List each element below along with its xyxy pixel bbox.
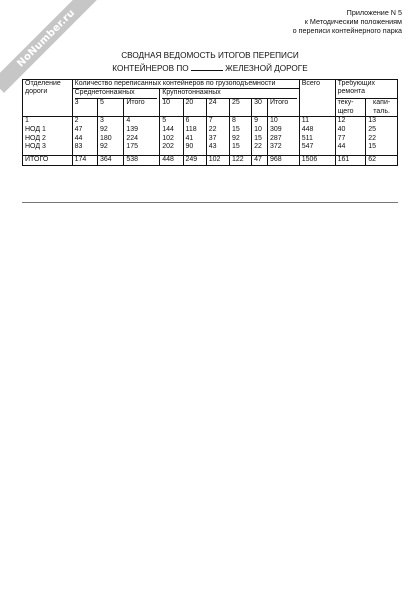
cell-value: 287 bbox=[267, 135, 299, 143]
cell-value: 1506 bbox=[299, 156, 335, 166]
page-rule bbox=[22, 202, 398, 203]
cell-value: 15 bbox=[229, 126, 251, 134]
header-col-medium-total: Итого bbox=[124, 99, 160, 117]
document-title bbox=[0, 51, 420, 74]
cell-value: 372 bbox=[267, 143, 299, 151]
watermark: NoNumber.ru bbox=[0, 0, 101, 93]
cell-value: 15 bbox=[366, 143, 398, 151]
summary-table bbox=[22, 79, 398, 166]
column-number: 3 bbox=[97, 117, 123, 127]
cell-value: 40 bbox=[335, 126, 366, 134]
cell-value: 77 bbox=[335, 135, 366, 143]
railway-name-blank bbox=[191, 62, 223, 71]
column-number: 11 bbox=[299, 117, 335, 127]
cell-value: 62 bbox=[366, 156, 398, 166]
cell-value: 92 bbox=[97, 143, 123, 151]
header-col-large-total: Итого bbox=[267, 99, 299, 117]
cell-value: 174 bbox=[72, 156, 97, 166]
header-col-10t: 10 bbox=[160, 99, 183, 117]
cell-value: 161 bbox=[335, 156, 366, 166]
cell-value: 83 bbox=[72, 143, 97, 151]
cell-value: 15 bbox=[229, 143, 251, 151]
table-row bbox=[23, 126, 398, 134]
cell-value: 448 bbox=[160, 156, 183, 166]
row-name: НОД 1 bbox=[23, 126, 73, 134]
header-col-3t: 3 bbox=[72, 99, 97, 117]
column-number: 1 bbox=[23, 117, 73, 127]
cell-value: 44 bbox=[335, 143, 366, 151]
header-col-20t: 20 bbox=[183, 99, 206, 117]
cell-value: 22 bbox=[206, 126, 229, 134]
cell-value: 511 bbox=[299, 135, 335, 143]
total-row bbox=[23, 156, 398, 166]
cell-value: 224 bbox=[124, 135, 160, 143]
row-name: НОД 3 bbox=[23, 143, 73, 151]
department-header: Отделение дороги bbox=[23, 80, 73, 117]
repair-header: Требующих ремонта bbox=[335, 80, 397, 99]
header-col-capital-repair: капи- таль. bbox=[366, 99, 398, 117]
cell-value: 37 bbox=[206, 135, 229, 143]
column-number: 4 bbox=[124, 117, 160, 127]
cell-value: 118 bbox=[183, 126, 206, 134]
cell-value: 92 bbox=[97, 126, 123, 134]
cell-value: 43 bbox=[206, 143, 229, 151]
appendix-line-1: Приложение N 5 bbox=[346, 8, 402, 17]
cell-value: 547 bbox=[299, 143, 335, 151]
total-header: Всего bbox=[299, 80, 335, 117]
cell-value: 309 bbox=[267, 126, 299, 134]
cell-value: 180 bbox=[97, 135, 123, 143]
header-col-5t: 5 bbox=[97, 99, 123, 117]
header-col-30t: 30 bbox=[252, 99, 268, 117]
table-row bbox=[23, 135, 398, 143]
cell-value: 144 bbox=[160, 126, 183, 134]
medium-tonnage-header: Среднетоннажных bbox=[72, 89, 160, 99]
title-line-2-start: КОНТЕЙНЕРОВ ПО bbox=[112, 63, 189, 73]
column-number-row bbox=[23, 117, 398, 127]
cell-value: 102 bbox=[160, 135, 183, 143]
cell-value: 92 bbox=[229, 135, 251, 143]
cell-value: 364 bbox=[97, 156, 123, 166]
appendix-note bbox=[293, 8, 402, 36]
cell-value: 538 bbox=[124, 156, 160, 166]
cell-value: 41 bbox=[183, 135, 206, 143]
cell-value: 122 bbox=[229, 156, 251, 166]
row-name: ИТОГО bbox=[23, 156, 73, 166]
count-header: Количество переписанных контейнеров по грузоподъемности bbox=[72, 80, 299, 89]
header-col-25t: 25 bbox=[229, 99, 251, 117]
table-row bbox=[23, 143, 398, 151]
row-name: НОД 2 bbox=[23, 135, 73, 143]
column-number: 8 bbox=[229, 117, 251, 127]
cell-value: 44 bbox=[72, 135, 97, 143]
cell-value: 249 bbox=[183, 156, 206, 166]
cell-value: 175 bbox=[124, 143, 160, 151]
cell-value: 25 bbox=[366, 126, 398, 134]
appendix-line-3: о переписи контейнерного парка bbox=[292, 26, 402, 36]
cell-value: 22 bbox=[252, 143, 268, 151]
cell-value: 10 bbox=[252, 126, 268, 134]
title-line-2 bbox=[0, 62, 420, 75]
header-col-24t: 24 bbox=[206, 99, 229, 117]
cell-value: 448 bbox=[299, 126, 335, 134]
cell-value: 139 bbox=[124, 126, 160, 134]
cell-value: 47 bbox=[72, 126, 97, 134]
column-number: 12 bbox=[335, 117, 366, 127]
cell-value: 202 bbox=[160, 143, 183, 151]
appendix-line-2: к Методическим положениям bbox=[304, 17, 402, 27]
column-number: 13 bbox=[366, 117, 398, 127]
title-line-1: СВОДНАЯ ВЕДОМОСТЬ ИТОГОВ ПЕРЕПИСИ bbox=[121, 51, 299, 60]
cell-value: 15 bbox=[252, 135, 268, 143]
column-number: 10 bbox=[267, 117, 299, 127]
title-line-2-end: ЖЕЛЕЗНОЙ ДОРОГЕ bbox=[225, 63, 308, 73]
column-number: 7 bbox=[206, 117, 229, 127]
header-col-current-repair: теку- щего bbox=[335, 99, 366, 117]
large-tonnage-header: Крупнотоннажных bbox=[160, 89, 299, 99]
cell-value: 968 bbox=[267, 156, 299, 166]
cell-value: 47 bbox=[252, 156, 268, 166]
column-number: 6 bbox=[183, 117, 206, 127]
cell-value: 102 bbox=[206, 156, 229, 166]
column-number: 9 bbox=[252, 117, 268, 127]
cell-value: 22 bbox=[366, 135, 398, 143]
column-number: 2 bbox=[72, 117, 97, 127]
column-number: 5 bbox=[160, 117, 183, 127]
cell-value: 90 bbox=[183, 143, 206, 151]
